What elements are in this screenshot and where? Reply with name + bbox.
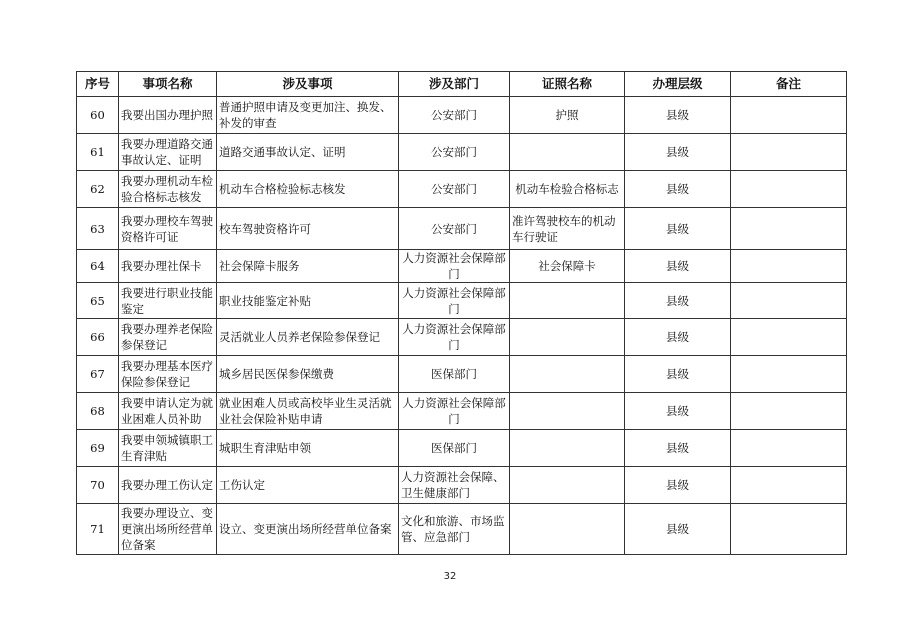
cell-dept: 公安部门 [399, 208, 510, 250]
table-header-row [77, 72, 847, 97]
cell-level: 县级 [625, 504, 731, 555]
cell-matter: 工伤认定 [217, 467, 399, 504]
cell-name: 我要办理基本医疗保险参保登记 [119, 356, 217, 393]
cell-level: 县级 [625, 319, 731, 356]
cell-note [731, 504, 847, 555]
cell-note [731, 467, 847, 504]
cell-dept: 医保部门 [399, 430, 510, 467]
table-row [77, 319, 847, 356]
cell-license: 护照 [510, 97, 625, 134]
header-level: 办理层级 [625, 72, 731, 97]
table-row [77, 208, 847, 250]
cell-note [731, 134, 847, 171]
header-no: 序号 [77, 72, 119, 97]
cell-level: 县级 [625, 283, 731, 319]
cell-name: 我要出国办理护照 [119, 97, 217, 134]
cell-name: 我要办理设立、变更演出场所经营单位备案 [119, 504, 217, 555]
cell-no: 62 [77, 171, 119, 208]
cell-note [731, 319, 847, 356]
cell-note [731, 208, 847, 250]
table-row [77, 430, 847, 467]
cell-name: 我要申请认定为就业困难人员补助 [119, 393, 217, 430]
cell-note [731, 283, 847, 319]
cell-note [731, 171, 847, 208]
cell-dept: 文化和旅游、市场监管、应急部门 [399, 504, 510, 555]
table-row [77, 356, 847, 393]
cell-note [731, 393, 847, 430]
cell-note [731, 97, 847, 134]
cell-license [510, 283, 625, 319]
cell-no: 63 [77, 208, 119, 250]
cell-name: 我要申领城镇职工生育津贴 [119, 430, 217, 467]
cell-no: 64 [77, 250, 119, 283]
cell-license: 准许驾驶校车的机动车行驶证 [510, 208, 625, 250]
header-matter: 涉及事项 [217, 72, 399, 97]
cell-level: 县级 [625, 356, 731, 393]
cell-license [510, 467, 625, 504]
cell-matter: 职业技能鉴定补贴 [217, 283, 399, 319]
cell-dept: 公安部门 [399, 134, 510, 171]
cell-matter: 机动车合格检验标志核发 [217, 171, 399, 208]
cell-no: 71 [77, 504, 119, 555]
table-row [77, 467, 847, 504]
cell-no: 61 [77, 134, 119, 171]
cell-matter: 设立、变更演出场所经营单位备案 [217, 504, 399, 555]
header-dept: 涉及部门 [399, 72, 510, 97]
cell-matter: 灵活就业人员养老保险参保登记 [217, 319, 399, 356]
cell-name: 我要办理养老保险参保登记 [119, 319, 217, 356]
cell-no: 68 [77, 393, 119, 430]
table-row [77, 393, 847, 430]
cell-no: 66 [77, 319, 119, 356]
cell-dept: 公安部门 [399, 171, 510, 208]
cell-matter: 道路交通事故认定、证明 [217, 134, 399, 171]
cell-license [510, 134, 625, 171]
cell-matter: 社会保障卡服务 [217, 250, 399, 283]
cell-level: 县级 [625, 171, 731, 208]
cell-no: 70 [77, 467, 119, 504]
cell-level: 县级 [625, 430, 731, 467]
header-name: 事项名称 [119, 72, 217, 97]
cell-level: 县级 [625, 134, 731, 171]
cell-name: 我要办理工伤认定 [119, 467, 217, 504]
cell-level: 县级 [625, 97, 731, 134]
cell-dept: 人力资源社会保障部门 [399, 283, 510, 319]
cell-dept: 人力资源社会保障部门 [399, 250, 510, 283]
cell-license [510, 504, 625, 555]
cell-note [731, 356, 847, 393]
cell-no: 60 [77, 97, 119, 134]
cell-license [510, 356, 625, 393]
table-row [77, 250, 847, 283]
cell-matter: 校车驾驶资格许可 [217, 208, 399, 250]
cell-matter: 就业困难人员或高校毕业生灵活就业社会保险补贴申请 [217, 393, 399, 430]
table-row [77, 171, 847, 208]
header-license: 证照名称 [510, 72, 625, 97]
cell-note [731, 250, 847, 283]
cell-license [510, 430, 625, 467]
cell-name: 我要办理社保卡 [119, 250, 217, 283]
cell-level: 县级 [625, 208, 731, 250]
table-row [77, 504, 847, 555]
cell-license: 机动车检验合格标志 [510, 171, 625, 208]
table-row [77, 134, 847, 171]
cell-name: 我要办理机动车检验合格标志核发 [119, 171, 217, 208]
cell-no: 69 [77, 430, 119, 467]
cell-dept: 公安部门 [399, 97, 510, 134]
page-number: 32 [443, 571, 457, 582]
table-row [77, 283, 847, 319]
cell-dept: 人力资源社会保障、卫生健康部门 [399, 467, 510, 504]
cell-level: 县级 [625, 467, 731, 504]
cell-name: 我要进行职业技能鉴定 [119, 283, 217, 319]
header-note: 备注 [731, 72, 847, 97]
items-table [76, 71, 847, 555]
cell-no: 67 [77, 356, 119, 393]
cell-dept: 医保部门 [399, 356, 510, 393]
cell-license [510, 319, 625, 356]
cell-name: 我要办理道路交通事故认定、证明 [119, 134, 217, 171]
table-row [77, 97, 847, 134]
cell-matter: 城乡居民医保参保缴费 [217, 356, 399, 393]
cell-note [731, 430, 847, 467]
cell-matter: 城职生育津贴申领 [217, 430, 399, 467]
cell-dept: 人力资源社会保障部门 [399, 393, 510, 430]
cell-level: 县级 [625, 393, 731, 430]
cell-name: 我要办理校车驾驶资格许可证 [119, 208, 217, 250]
cell-matter: 普通护照申请及变更加注、换发、补发的审查 [217, 97, 399, 134]
cell-license: 社会保障卡 [510, 250, 625, 283]
cell-license [510, 393, 625, 430]
cell-level: 县级 [625, 250, 731, 283]
cell-dept: 人力资源社会保障部门 [399, 319, 510, 356]
cell-no: 65 [77, 283, 119, 319]
